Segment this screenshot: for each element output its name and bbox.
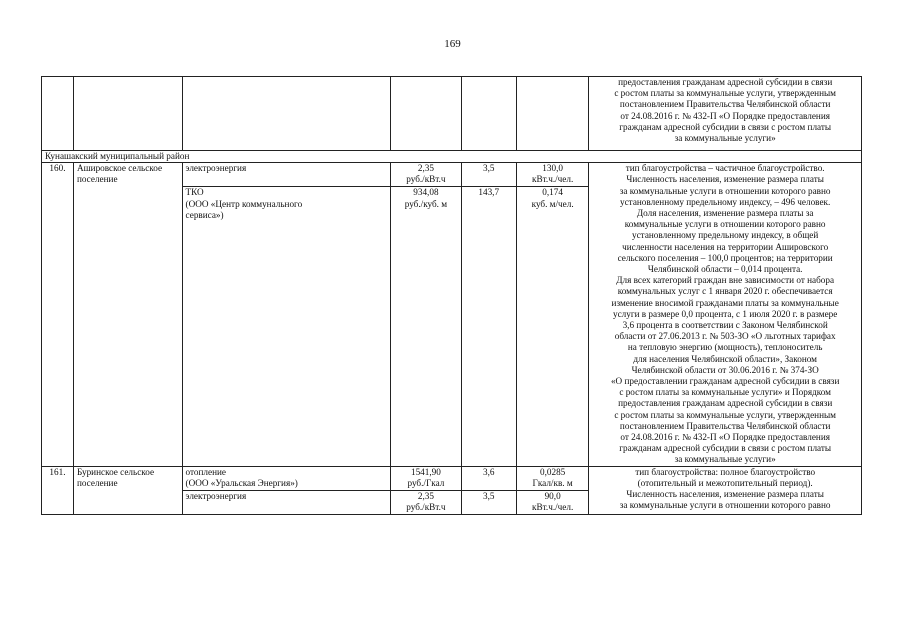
table-row-161 bbox=[42, 466, 862, 490]
text-line: за коммунальные услуги в отношении которого равно bbox=[619, 185, 831, 196]
text-line: сервиса») bbox=[185, 209, 224, 220]
text-line: поселение bbox=[76, 174, 118, 185]
text-line: кВт.ч./чел. bbox=[531, 501, 574, 512]
text-line: (ООО «Уральская Энергия») bbox=[185, 477, 298, 488]
cell-name bbox=[73, 77, 182, 151]
cell-norm bbox=[516, 490, 588, 514]
text-line: руб./кВт.ч bbox=[406, 174, 446, 185]
text-line: ТКО bbox=[185, 187, 204, 198]
text-line: за коммунальные услуги» bbox=[674, 133, 776, 144]
text-line: численности населения на территории Ашировского bbox=[622, 241, 829, 252]
text-line: руб./куб. м bbox=[404, 198, 448, 209]
cell-norm bbox=[516, 466, 588, 490]
cell-service bbox=[182, 187, 391, 466]
cell-service bbox=[182, 466, 391, 490]
text-line: сельского поселения – 100,0 процентов; на территории bbox=[617, 252, 833, 263]
text-line: электроэнергия bbox=[185, 163, 247, 174]
text-line: 130,0 bbox=[542, 163, 563, 174]
text-line: Челябинской области – 0,014 процента. bbox=[647, 264, 803, 275]
text-line: 0,0285 bbox=[539, 466, 566, 477]
cell-index: 143,7 bbox=[461, 187, 516, 466]
text-line: предоставления гражданам адресной субсидии в связи bbox=[618, 398, 833, 409]
cell-norm bbox=[516, 187, 588, 466]
cell-service bbox=[182, 163, 391, 187]
text-line: за коммунальные услуги в отношении которого равно bbox=[619, 500, 831, 511]
text-line: руб./кВт.ч bbox=[406, 501, 446, 512]
page-number: 169 bbox=[444, 38, 461, 50]
text-line: 3,6 процента в соответствии с Законом Челябинской bbox=[622, 320, 828, 331]
text-line: с ростом платы за коммунальные услуги» и Порядком bbox=[619, 387, 831, 398]
text-line: Буринское сельское bbox=[76, 466, 155, 477]
cell-description bbox=[589, 163, 862, 466]
text-line: на тепловую энергию (мощность), теплоноситель bbox=[627, 342, 823, 353]
cell-index: 3,6 bbox=[461, 466, 516, 490]
text-line: Ашировское сельское bbox=[76, 163, 163, 174]
cell-num: 160. bbox=[42, 163, 74, 466]
text-line: электроэнергия bbox=[185, 490, 247, 501]
region-title: Кунашакский муниципальный район bbox=[42, 151, 862, 163]
text-line: тип благоустройства – частичное благоустройство. bbox=[625, 163, 825, 174]
text-line: 90,0 bbox=[544, 490, 561, 501]
text-line: коммунальных услуг с 1 января 2020 г. обеспечивается bbox=[617, 286, 833, 297]
text-line: постановлением Правительства Челябинской области bbox=[619, 99, 831, 110]
text-line: 2,35 bbox=[417, 490, 434, 501]
cell-name bbox=[73, 466, 182, 514]
cell-tariff bbox=[391, 466, 461, 490]
cell-description bbox=[589, 466, 862, 514]
cell-num: 161. bbox=[42, 466, 74, 514]
table-row-160 bbox=[42, 163, 862, 187]
text-line: гражданам адресной субсидии в связи с ростом платы bbox=[619, 121, 832, 132]
text-line: кВт.ч./чел. bbox=[531, 174, 574, 185]
table-row-continuation bbox=[42, 77, 862, 151]
cell-tariff bbox=[391, 163, 461, 187]
text-line: от 24.08.2016 г. № 432-П «О Порядке предоставления bbox=[620, 110, 830, 121]
cell-index: 3,5 bbox=[461, 490, 516, 514]
cell-tariff bbox=[391, 490, 461, 514]
text-line: отопление bbox=[185, 466, 226, 477]
text-line: коммунальные услуги в отношении которого равно bbox=[624, 219, 826, 230]
text-line: изменение вносимой гражданами платы за коммунальные bbox=[611, 297, 839, 308]
text-line: «О предоставлении гражданам адресной субсидии в связи bbox=[610, 376, 840, 387]
text-line: Доля населения, изменение размера платы за bbox=[636, 208, 814, 219]
text-line: тип благоустройства: полное благоустройство bbox=[635, 466, 816, 477]
cell-service bbox=[182, 490, 391, 514]
text-line: предоставления гражданам адресной субсидии в связи bbox=[618, 77, 833, 87]
text-line: 2,35 bbox=[417, 163, 434, 174]
text-line: (отопительный и межотопительный период). bbox=[637, 477, 813, 488]
text-line: куб. м/чел. bbox=[531, 198, 574, 209]
text-line: от 24.08.2016 г. № 432-П «О Порядке предоставления bbox=[620, 432, 830, 443]
cell-norm bbox=[516, 77, 588, 151]
text-line: услуги в размере 0,0 процента, с 1 июля 2020 г. в размере bbox=[612, 308, 838, 319]
text-line: Гкал/кв. м bbox=[532, 477, 573, 488]
text-line: с ростом платы за коммунальные услуги, утвержденным bbox=[614, 409, 837, 420]
text-line: руб./Гкал bbox=[407, 477, 445, 488]
text-line: Для всех категорий граждан вне зависимости от набора bbox=[616, 275, 835, 286]
text-line: 0,174 bbox=[542, 187, 563, 198]
text-line: Челябинской области от 30.06.2016 г. № 374-ЗО bbox=[631, 364, 819, 375]
text-line: для населения Челябинской области», Законом bbox=[633, 353, 817, 364]
text-line: за коммунальные услуги» bbox=[674, 454, 776, 465]
text-line: 1541,90 bbox=[410, 466, 441, 477]
text-line: 934,08 bbox=[413, 187, 439, 198]
cell-tariff bbox=[391, 187, 461, 466]
text-line: (ООО «Центр коммунального bbox=[185, 198, 303, 209]
text-line: области от 27.06.2013 г. № 503-ЗО «О льготных тарифах bbox=[614, 331, 836, 342]
text-line: гражданам адресной субсидии в связи с ростом платы bbox=[619, 443, 832, 454]
cell-service bbox=[182, 77, 391, 151]
cell-norm bbox=[516, 163, 588, 187]
cell-description bbox=[589, 77, 862, 151]
cell-name bbox=[73, 163, 182, 466]
subsidy-table bbox=[41, 76, 862, 515]
text-line: постановлением Правительства Челябинской области bbox=[619, 420, 831, 431]
cell-num bbox=[42, 77, 74, 151]
text-line: Численность населения, изменение размера платы bbox=[626, 489, 824, 500]
text-line: с ростом платы за коммунальные услуги, утвержденным bbox=[614, 88, 837, 99]
text-line: установленному предельному индексу, в общей bbox=[632, 230, 819, 241]
cell-index bbox=[461, 77, 516, 151]
text-line: установленному предельному индексу, – 496 человек. bbox=[620, 196, 831, 207]
cell-index: 3,5 bbox=[461, 163, 516, 187]
text-line: Численность населения, изменение размера платы bbox=[626, 174, 824, 185]
region-header-row bbox=[42, 151, 862, 163]
cell-tariff bbox=[391, 77, 461, 151]
text-line: поселение bbox=[76, 477, 118, 488]
